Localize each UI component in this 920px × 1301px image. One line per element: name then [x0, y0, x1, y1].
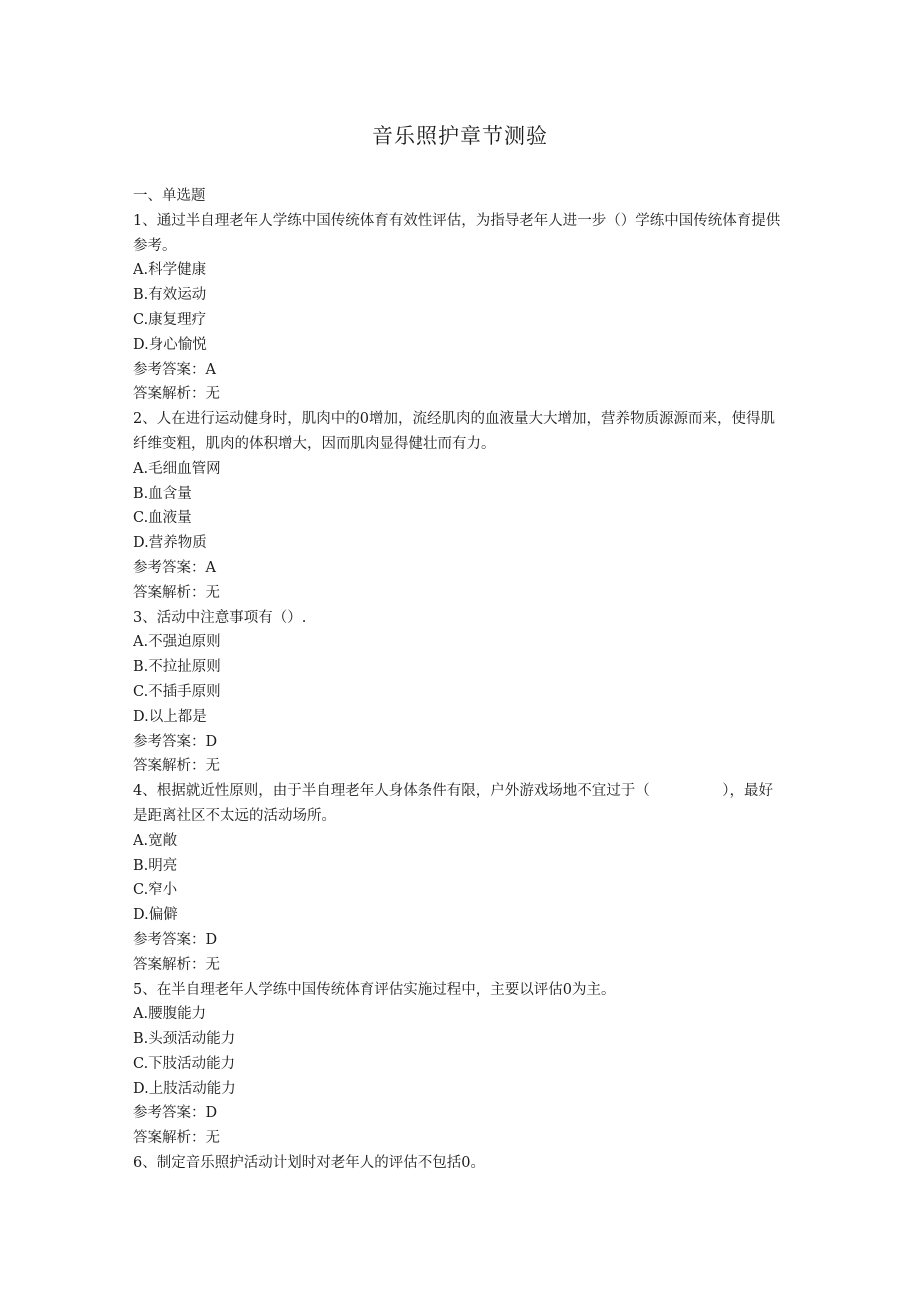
option-a: A.腰腹能力 [133, 1006, 207, 1023]
option-c: C.下肢活动能力 [133, 1055, 236, 1072]
option-d: D.营养物质 [133, 535, 207, 552]
option-d: D.上肢活动能力 [133, 1080, 236, 1097]
question-stem: 6、制定音乐照护活动计划时对老年人的评估不包括0。 [133, 1155, 485, 1172]
option-b: B.血含量 [133, 485, 192, 502]
question-stem: 3、活动中注意事项有（）. [133, 609, 307, 626]
option-d: D.身心愉悦 [133, 336, 207, 353]
document-body [133, 184, 783, 1176]
section-heading: 一、单选题 [133, 188, 206, 204]
answer-analysis: 答案解析：无 [133, 956, 220, 973]
option-a: A.科学健康 [133, 262, 207, 279]
option-a: A.不强迫原则 [133, 634, 221, 651]
answer-analysis: 答案解析：无 [133, 1130, 220, 1147]
option-b: B.明亮 [133, 857, 178, 874]
option-c: C.康复理疗 [133, 311, 207, 328]
reference-answer: 参考答案：D [133, 733, 218, 750]
option-b: B.有效运动 [133, 287, 207, 304]
option-a: A.宽敞 [133, 832, 178, 849]
reference-answer: 参考答案：D [133, 1105, 218, 1122]
page-title: 音乐照护章节测验 [372, 124, 548, 148]
option-b: B.不拉扯原则 [133, 659, 221, 676]
question-stem: 1、通过半自理老年人学练中国传统体育有效性评估，为指导老年人进一步（）学练中国传统体育提供参考。 [133, 212, 781, 254]
option-c: C.窄小 [133, 882, 178, 899]
reference-answer: 参考答案：A [133, 559, 216, 576]
question-stem: 4、根据就近性原则，由于半自理老年人身体条件有限，户外游戏场地不宜过于（ ），最好是距离社区不太远的活动场所。 [133, 783, 773, 824]
question-stem: 2、人在进行运动健身时，肌肉中的0增加，流经肌肉的血液量大大增加，营养物质源源而来，使得肌纤维变粗，肌肉的体积增大，因而肌肉显得健壮而有力。 [133, 411, 775, 452]
question-stem: 5、在半自理老年人学练中国传统体育评估实施过程中，主要以评估0为主。 [133, 981, 616, 998]
answer-analysis: 答案解析：无 [133, 386, 220, 403]
option-c: C.血液量 [133, 510, 192, 527]
option-c: C.不插手原则 [133, 683, 221, 700]
option-d: D.偏僻 [133, 907, 178, 924]
answer-analysis: 答案解析：无 [133, 584, 220, 601]
reference-answer: 参考答案：A [133, 361, 216, 378]
option-a: A.毛细血管网 [133, 460, 221, 477]
option-b: B.头颈活动能力 [133, 1031, 236, 1048]
option-d: D.以上都是 [133, 708, 207, 725]
answer-analysis: 答案解析：无 [133, 758, 220, 775]
reference-answer: 参考答案：D [133, 931, 218, 948]
